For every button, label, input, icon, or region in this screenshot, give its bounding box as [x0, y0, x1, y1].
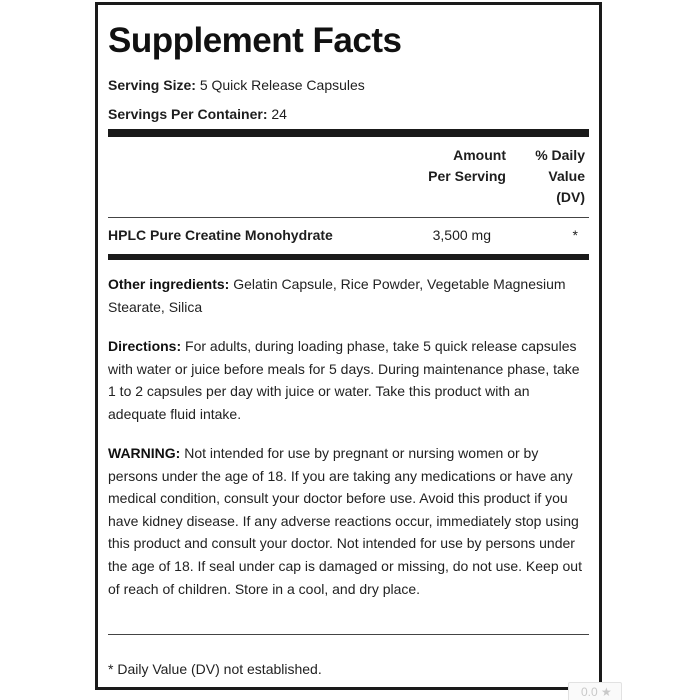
value-header-line: Value [548, 168, 585, 184]
amount-per-serving-header [428, 145, 506, 187]
directions-label: Directions: [108, 338, 182, 354]
warning-text: Not intended for use by pregnant or nursing women or by persons under the age of 18. If you are taking any medications or have any medical condition, consult your doctor before use. Avoid this product if you have kidney disease. If any adverse reactions occur, immediately stop using this product and consult your doctor. Not intended for use by persons under the age of 18. If seal under cap is damaged or missing, do not use. Keep out of reach of children. Store in a cool, and dry place. [108, 445, 582, 597]
servings-per-container-row [108, 106, 287, 122]
daily-value-header [535, 145, 585, 208]
serving-size-value: 5 Quick Release Capsules [199, 77, 365, 93]
daily-value-footnote: * Daily Value (DV) not established. [108, 661, 322, 677]
thick-divider [108, 129, 589, 137]
thick-divider [108, 254, 589, 260]
directions-text: For adults, during loading phase, take 5 quick release capsules with water or juice before meals for 5 days. During maintenance phase, take 1 to 2 capsules per day with juice or water. Take this product with an adequate fluid intake. [108, 338, 580, 422]
warning [108, 442, 589, 600]
per-serving-header-line: Per Serving [428, 168, 506, 184]
daily-header-line: % Daily [535, 147, 585, 163]
panel-content [108, 5, 589, 687]
rating-box[interactable] [568, 682, 622, 700]
nutrient-daily-value: * [572, 227, 578, 243]
serving-size-row [108, 77, 365, 93]
amount-header-line: Amount [453, 147, 506, 163]
directions [108, 335, 589, 425]
warning-label: WARNING: [108, 445, 181, 461]
servings-per-container-label: Servings Per Container: [108, 106, 268, 122]
nutrient-amount: 3,500 mg [432, 227, 491, 243]
serving-size-label: Serving Size: [108, 77, 196, 93]
supplement-facts-panel [95, 2, 602, 690]
thin-divider [108, 634, 589, 635]
servings-per-container-value: 24 [271, 106, 287, 122]
rating-value: 0.0 [581, 685, 598, 699]
panel-title: Supplement Facts [108, 21, 402, 60]
other-ingredients-text: Gelatin Capsule, Rice Powder, Vegetable Magnesium Stearate, Silica [108, 276, 566, 315]
other-ingredients [108, 273, 589, 318]
star-icon: ★ [601, 685, 612, 699]
rating-widget[interactable] [568, 685, 700, 700]
thin-divider [108, 217, 589, 218]
other-ingredients-label: Other ingredients: [108, 276, 230, 292]
dv-header-line: (DV) [556, 189, 585, 205]
nutrient-name: HPLC Pure Creatine Monohydrate [108, 227, 333, 243]
